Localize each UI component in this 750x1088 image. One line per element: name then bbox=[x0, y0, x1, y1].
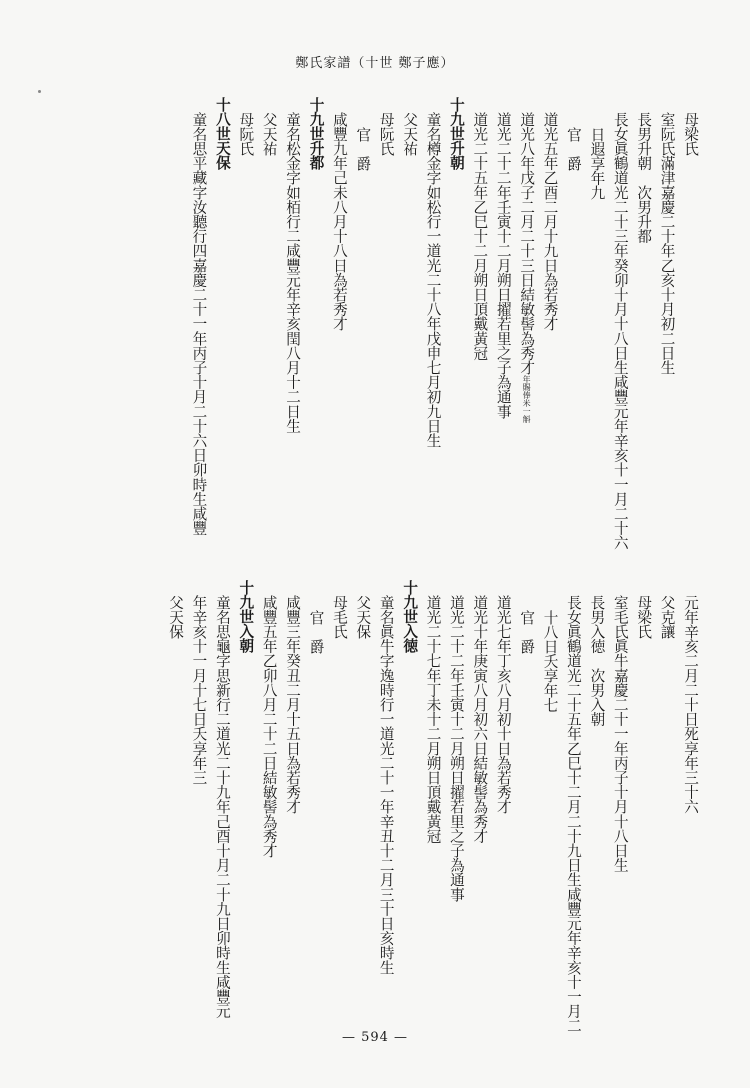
generation-heading: 十九世入徳 bbox=[401, 580, 419, 653]
upper-text-block bbox=[187, 97, 702, 550]
text-line: 童名思龜字思新行二道光二十九年己酉十月二十九日卯時生咸豐元 bbox=[213, 595, 231, 1019]
text-line: 母梁氏 bbox=[682, 112, 699, 156]
scan-speck bbox=[38, 90, 41, 93]
text-line: 父天保 bbox=[354, 595, 372, 639]
text-line: 長男入徳 次男入朝 bbox=[588, 595, 606, 727]
text-line: 年辛亥十一月十七日夭享年三 bbox=[190, 595, 208, 785]
text-line-main: 道光八年戊子二月二十三日結敏髻為秀才 bbox=[518, 112, 536, 375]
text-line: 母阮氏 bbox=[377, 112, 395, 156]
text-line: 官 爵 bbox=[354, 127, 372, 171]
lower-text-block bbox=[164, 580, 702, 1033]
text-line: 母阮氏 bbox=[237, 112, 255, 156]
text-line: 長女眞鶴道光二十三年癸卯十月十八日生咸豐元年辛亥十一月二十六 bbox=[611, 112, 629, 550]
text-line: 母毛氏 bbox=[330, 595, 348, 639]
page-number: — 594 — bbox=[341, 1030, 409, 1045]
text-line: 父克讓 bbox=[658, 595, 676, 639]
generation-heading: 十八世天保 bbox=[213, 97, 231, 170]
text-line: 元年辛亥二月二十日死享年三十六 bbox=[682, 595, 699, 814]
text-line: 童名松金字如栢行二咸豐元年辛亥閏八月十二日生 bbox=[284, 112, 302, 434]
text-line: 道光二十七年丁未十二月朔日頂戴黃冠 bbox=[424, 595, 442, 844]
text-line: 道光七年丁亥八月初十日為若秀才 bbox=[494, 595, 512, 814]
text-line: 十八日夭享年七 bbox=[541, 610, 559, 713]
text-line: 童名眞牛字逸時行一道光二十一年辛丑十二月三十日亥時生 bbox=[377, 595, 395, 975]
text-line: 咸豐五年乙卯八月二十二日結敏髻為秀才 bbox=[260, 595, 278, 858]
text-line: 童名思平藏字汝聽行四嘉慶二十一年丙子十月二十六日卯時生咸豐 bbox=[190, 112, 208, 536]
text-line: 父天保 bbox=[167, 595, 185, 639]
text-line: 道光二十二年壬寅十二月朔日擢若里之子為通事 bbox=[447, 595, 465, 902]
text-line: 官 爵 bbox=[564, 127, 582, 171]
text-line: 室毛氏眞牛嘉慶二十一年丙子十月十八日生 bbox=[611, 595, 629, 873]
text-line: 官 爵 bbox=[307, 610, 325, 654]
text-line: 母梁氏 bbox=[635, 595, 653, 639]
text-line: 道光二十二年壬寅十二月朔日擢若里之子為通事 bbox=[494, 112, 512, 419]
page-header: 鄭氏家譜（十世 鄭子應） bbox=[295, 56, 455, 71]
text-line: 道光五年乙酉二月十九日為若秀才 bbox=[541, 112, 559, 331]
text-line: 咸豐九年己未八月十八日為若秀才 bbox=[330, 112, 348, 331]
small-note: 年賜俸米一斛 bbox=[522, 374, 532, 423]
generation-heading: 十九世升朝 bbox=[447, 97, 465, 170]
text-line: 道光二十五年乙巳十二月朔日頂戴黃冠 bbox=[471, 112, 489, 361]
text-line: 官 爵 bbox=[518, 610, 536, 654]
text-line: 長男升朝 次男升都 bbox=[635, 112, 653, 244]
text-line: 父天祐 bbox=[260, 112, 278, 156]
generation-heading: 十九世入朝 bbox=[237, 580, 255, 653]
text-line: 父天祐 bbox=[401, 112, 419, 156]
text-line bbox=[515, 97, 538, 537]
text-line: 室阮氏滿津嘉慶二十年乙亥十月初二日生 bbox=[658, 112, 676, 375]
generation-heading: 十九世升都 bbox=[307, 97, 325, 170]
text-line: 長女眞鶴道光二十五年乙巳十二月二十九日生咸豐元年辛亥十一月二 bbox=[564, 595, 582, 1033]
text-line: 日遐享年九 bbox=[588, 127, 606, 200]
text-line: 道光十年庚寅八月初六日結敏髻為秀才 bbox=[471, 595, 489, 844]
text-line: 咸豐三年癸丑二月十五日為若秀才 bbox=[284, 595, 302, 814]
text-line: 童名樽金字如松行一道光二十八年戊申七月初九日生 bbox=[424, 112, 442, 448]
